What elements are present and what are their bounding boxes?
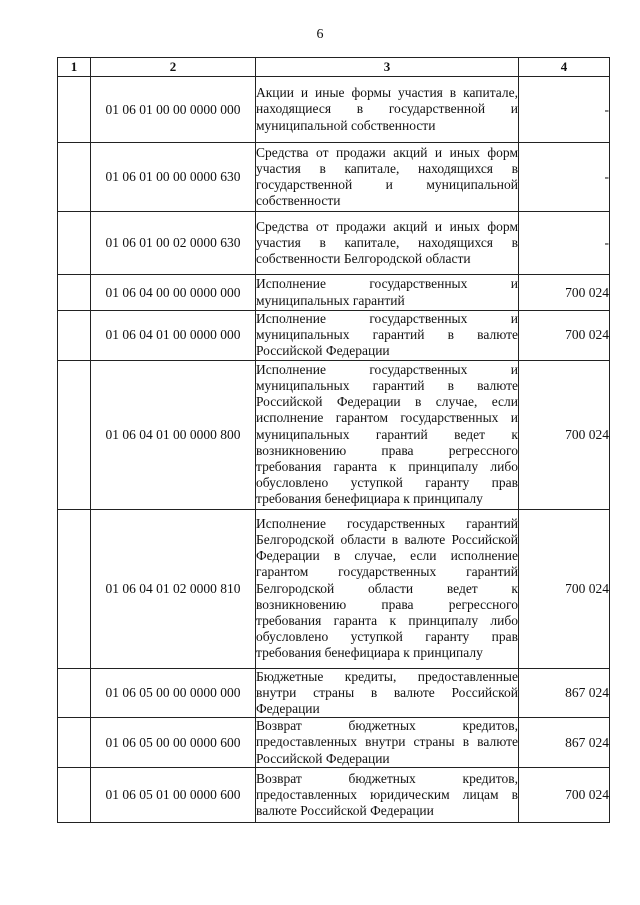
table-row — [58, 311, 610, 361]
source-description: Исполнение государственных гарантий Белгородской области в валюте Российской Федерации в случае, если исполнение гарантом государственных гарантий Белгородской области ведет к возникновению права регрессного требования гаранта к принципалу либо обусловлено уступкой гаранту прав требования бенефициара к принципалу — [256, 509, 519, 668]
amount-value: - — [519, 212, 610, 275]
amount-value: 700 024 — [519, 360, 610, 509]
source-description: Бюджетные кредиты, предоставленные внутри страны в валюте Российской Федерации — [256, 668, 518, 717]
page-number: 6 — [316, 27, 324, 42]
row-index-cell — [58, 509, 91, 668]
header-col-4: 4 — [519, 58, 610, 77]
classification-code: 01 06 05 00 00 0000 600 — [91, 718, 256, 768]
header-col-1: 1 — [58, 58, 91, 77]
amount-value: 867 024 — [519, 668, 610, 718]
amount-value: 700 024 — [519, 767, 610, 822]
source-description: Исполнение государственных и муниципальных гарантий — [256, 275, 519, 311]
amount-value: - — [519, 143, 610, 212]
table-row — [58, 767, 610, 822]
row-index-cell — [58, 360, 91, 509]
table-row — [58, 143, 610, 212]
source-description: Исполнение государственных и муниципальных гарантий в валюте Российской Федерации — [256, 311, 518, 359]
table-row — [58, 77, 610, 143]
source-description: Исполнение государственных и муниципальных гарантий в валюте Российской Федерации в случае, если исполнение гарантом государственных и муниципальных гарантий ведет к возникновению права регрессного требования гаранта к принципалу либо обусловлено уступкой гаранту прав требования бенефициара к принципалу — [256, 360, 519, 509]
classification-code: 01 06 04 01 00 0000 800 — [91, 360, 256, 509]
row-index-cell — [58, 767, 91, 822]
table-row — [58, 718, 610, 768]
source-description: Возврат бюджетных кредитов, предоставленных юридическим лицам в валюте Российской Федерации — [256, 767, 519, 822]
row-index-cell — [58, 668, 91, 718]
amount-value: 867 024 — [519, 718, 610, 768]
source-description: Средства от продажи акций и иных форм участия в капитале, находящихся в собственности Белгородской области — [256, 212, 519, 275]
source-description: Возврат бюджетных кредитов, предоставленных внутри страны в валюте Российской Федерации — [256, 718, 518, 766]
classification-code: 01 06 04 00 00 0000 000 — [91, 275, 256, 311]
classification-code: 01 06 04 01 00 0000 000 — [91, 311, 256, 361]
classification-code: 01 06 01 00 00 0000 000 — [91, 77, 256, 143]
budget-sources-table — [57, 57, 610, 823]
row-index-cell — [58, 77, 91, 143]
classification-code: 01 06 04 01 02 0000 810 — [91, 509, 256, 668]
row-index-cell — [58, 212, 91, 275]
classification-code: 01 06 01 00 02 0000 630 — [91, 212, 256, 275]
classification-code: 01 06 05 01 00 0000 600 — [91, 767, 256, 822]
classification-code: 01 06 01 00 00 0000 630 — [91, 143, 256, 212]
amount-value: 700 024 — [519, 509, 610, 668]
row-index-cell — [58, 275, 91, 311]
table-row — [58, 360, 610, 509]
classification-code: 01 06 05 00 00 0000 000 — [91, 668, 256, 718]
table-header-row — [58, 58, 610, 77]
row-index-cell — [58, 311, 91, 361]
amount-value: - — [519, 77, 610, 143]
table-row — [58, 509, 610, 668]
header-col-3: 3 — [256, 58, 519, 77]
row-index-cell — [58, 143, 91, 212]
source-description: Средства от продажи акций и иных форм участия в капитале, находящихся в государственной и муниципальной собственности — [256, 143, 519, 212]
table-row — [58, 668, 610, 718]
table-row — [58, 275, 610, 311]
amount-value: 700 024 — [519, 311, 610, 361]
table-row — [58, 212, 610, 275]
source-description: Акции и иные формы участия в капитале, находящиеся в государственной и муниципальной собственности — [256, 77, 519, 143]
row-index-cell — [58, 718, 91, 768]
amount-value: 700 024 — [519, 275, 610, 311]
header-col-2: 2 — [91, 58, 256, 77]
